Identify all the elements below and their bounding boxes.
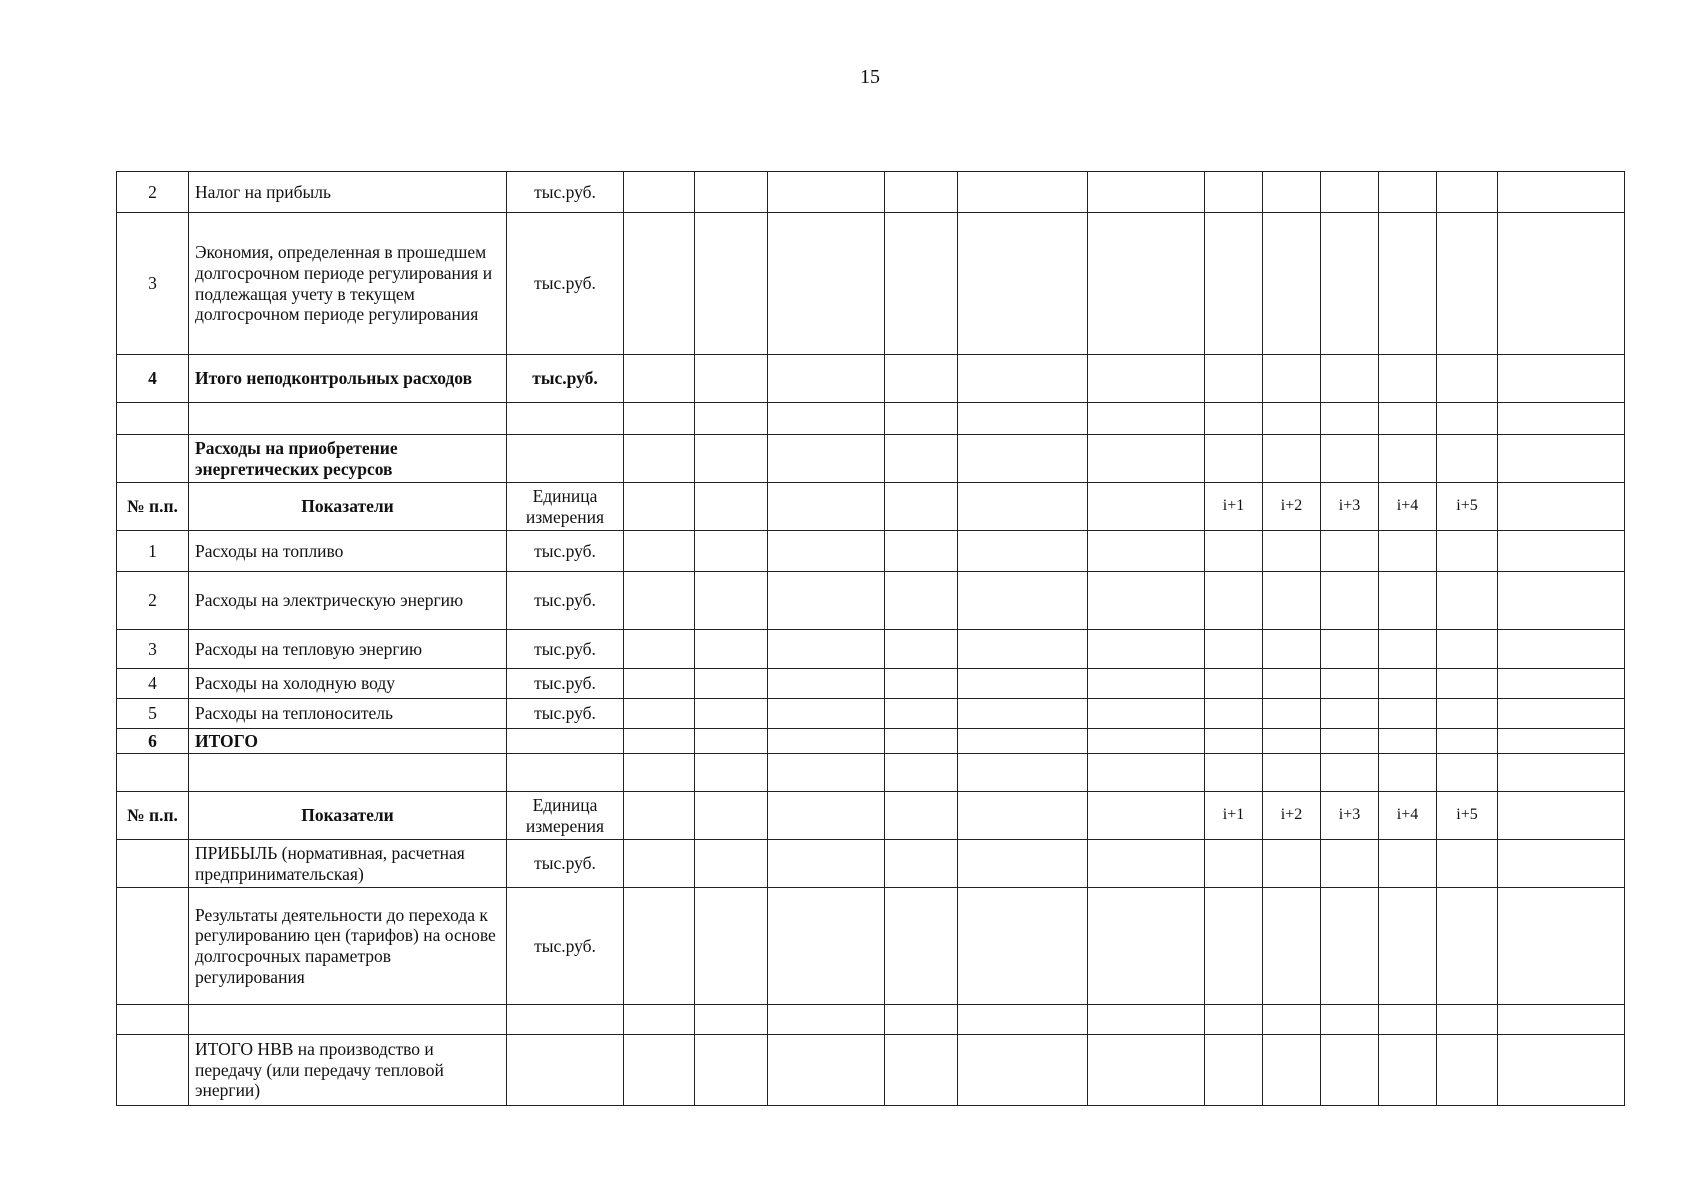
- table-row: [117, 531, 1625, 572]
- unit-cell: тыс.руб.: [507, 840, 624, 888]
- column-header-period: i+4: [1379, 483, 1437, 531]
- column-header-unit: Единица измерения: [507, 483, 624, 531]
- column-header-period: i+5: [1437, 792, 1498, 840]
- indicator-name: Экономия, определенная в прошедшем долгосрочном периоде регулирования и подлежащая учету в текущем долгосрочном периоде регулирования: [189, 213, 507, 355]
- column-header-period: i+3: [1321, 792, 1379, 840]
- column-header-period: i+1: [1205, 792, 1263, 840]
- row-number: 4: [117, 669, 189, 699]
- row-number: 1: [117, 531, 189, 572]
- indicator-name: Результаты деятельности до перехода к регулированию цен (тарифов) на основе долгосрочных параметров регулирования: [189, 888, 507, 1005]
- table-row-empty: [117, 1005, 1625, 1035]
- column-header-number: № п.п.: [117, 792, 189, 840]
- table-row: [117, 572, 1625, 630]
- table-row-empty: [117, 403, 1625, 435]
- table-header-row: [117, 792, 1625, 840]
- column-header-period: i+3: [1321, 483, 1379, 531]
- unit-cell: тыс.руб.: [507, 355, 624, 403]
- row-number: 3: [117, 630, 189, 669]
- unit-cell: тыс.руб.: [507, 172, 624, 213]
- table-row: [117, 888, 1625, 1005]
- indicator-name: Расходы на теплоноситель: [189, 699, 507, 729]
- unit-cell: тыс.руб.: [507, 213, 624, 355]
- column-header-period: i+2: [1263, 483, 1321, 531]
- table-header-row: [117, 483, 1625, 531]
- row-number: 2: [117, 172, 189, 213]
- table-row: [117, 172, 1625, 213]
- row-number: 6: [117, 729, 189, 754]
- unit-cell: тыс.руб.: [507, 669, 624, 699]
- column-header-unit: Единица измерения: [507, 792, 624, 840]
- indicator-name: ИТОГО: [189, 729, 507, 754]
- column-header-indicator: Показатели: [189, 483, 507, 531]
- table-row: [117, 669, 1625, 699]
- row-number: 4: [117, 355, 189, 403]
- table-row: [117, 840, 1625, 888]
- unit-cell: тыс.руб.: [507, 888, 624, 1005]
- indicator-name: Налог на прибыль: [189, 172, 507, 213]
- financial-indicators-table: [116, 171, 1625, 1106]
- unit-cell: тыс.руб.: [507, 630, 624, 669]
- row-number: 2: [117, 572, 189, 630]
- table-row: [117, 213, 1625, 355]
- indicator-name: Расходы на холодную воду: [189, 669, 507, 699]
- indicator-name: ИТОГО НВВ на производство и передачу (или передачу тепловой энергии): [189, 1035, 507, 1106]
- column-header-indicator: Показатели: [189, 792, 507, 840]
- row-number: 5: [117, 699, 189, 729]
- indicator-name: ПРИБЫЛЬ (нормативная, расчетная предпринимательская): [189, 840, 507, 888]
- unit-cell: тыс.руб.: [507, 572, 624, 630]
- section-title: Расходы на приобретение энергетических ресурсов: [189, 435, 507, 483]
- table-row: [117, 699, 1625, 729]
- indicator-name: Расходы на тепловую энергию: [189, 630, 507, 669]
- table-row: [117, 355, 1625, 403]
- row-number: 3: [117, 213, 189, 355]
- unit-cell: тыс.руб.: [507, 699, 624, 729]
- page-number: 15: [860, 66, 880, 88]
- section-row: [117, 435, 1625, 483]
- unit-cell: тыс.руб.: [507, 531, 624, 572]
- indicator-name: Итого неподконтрольных расходов: [189, 355, 507, 403]
- column-header-number: № п.п.: [117, 483, 189, 531]
- table-row-empty: [117, 754, 1625, 792]
- indicator-name: Расходы на топливо: [189, 531, 507, 572]
- table-row-total: [117, 729, 1625, 754]
- table-row: [117, 630, 1625, 669]
- column-header-period: i+5: [1437, 483, 1498, 531]
- table-row: [117, 1035, 1625, 1106]
- column-header-period: i+1: [1205, 483, 1263, 531]
- indicator-name: Расходы на электрическую энергию: [189, 572, 507, 630]
- column-header-period: i+2: [1263, 792, 1321, 840]
- column-header-period: i+4: [1379, 792, 1437, 840]
